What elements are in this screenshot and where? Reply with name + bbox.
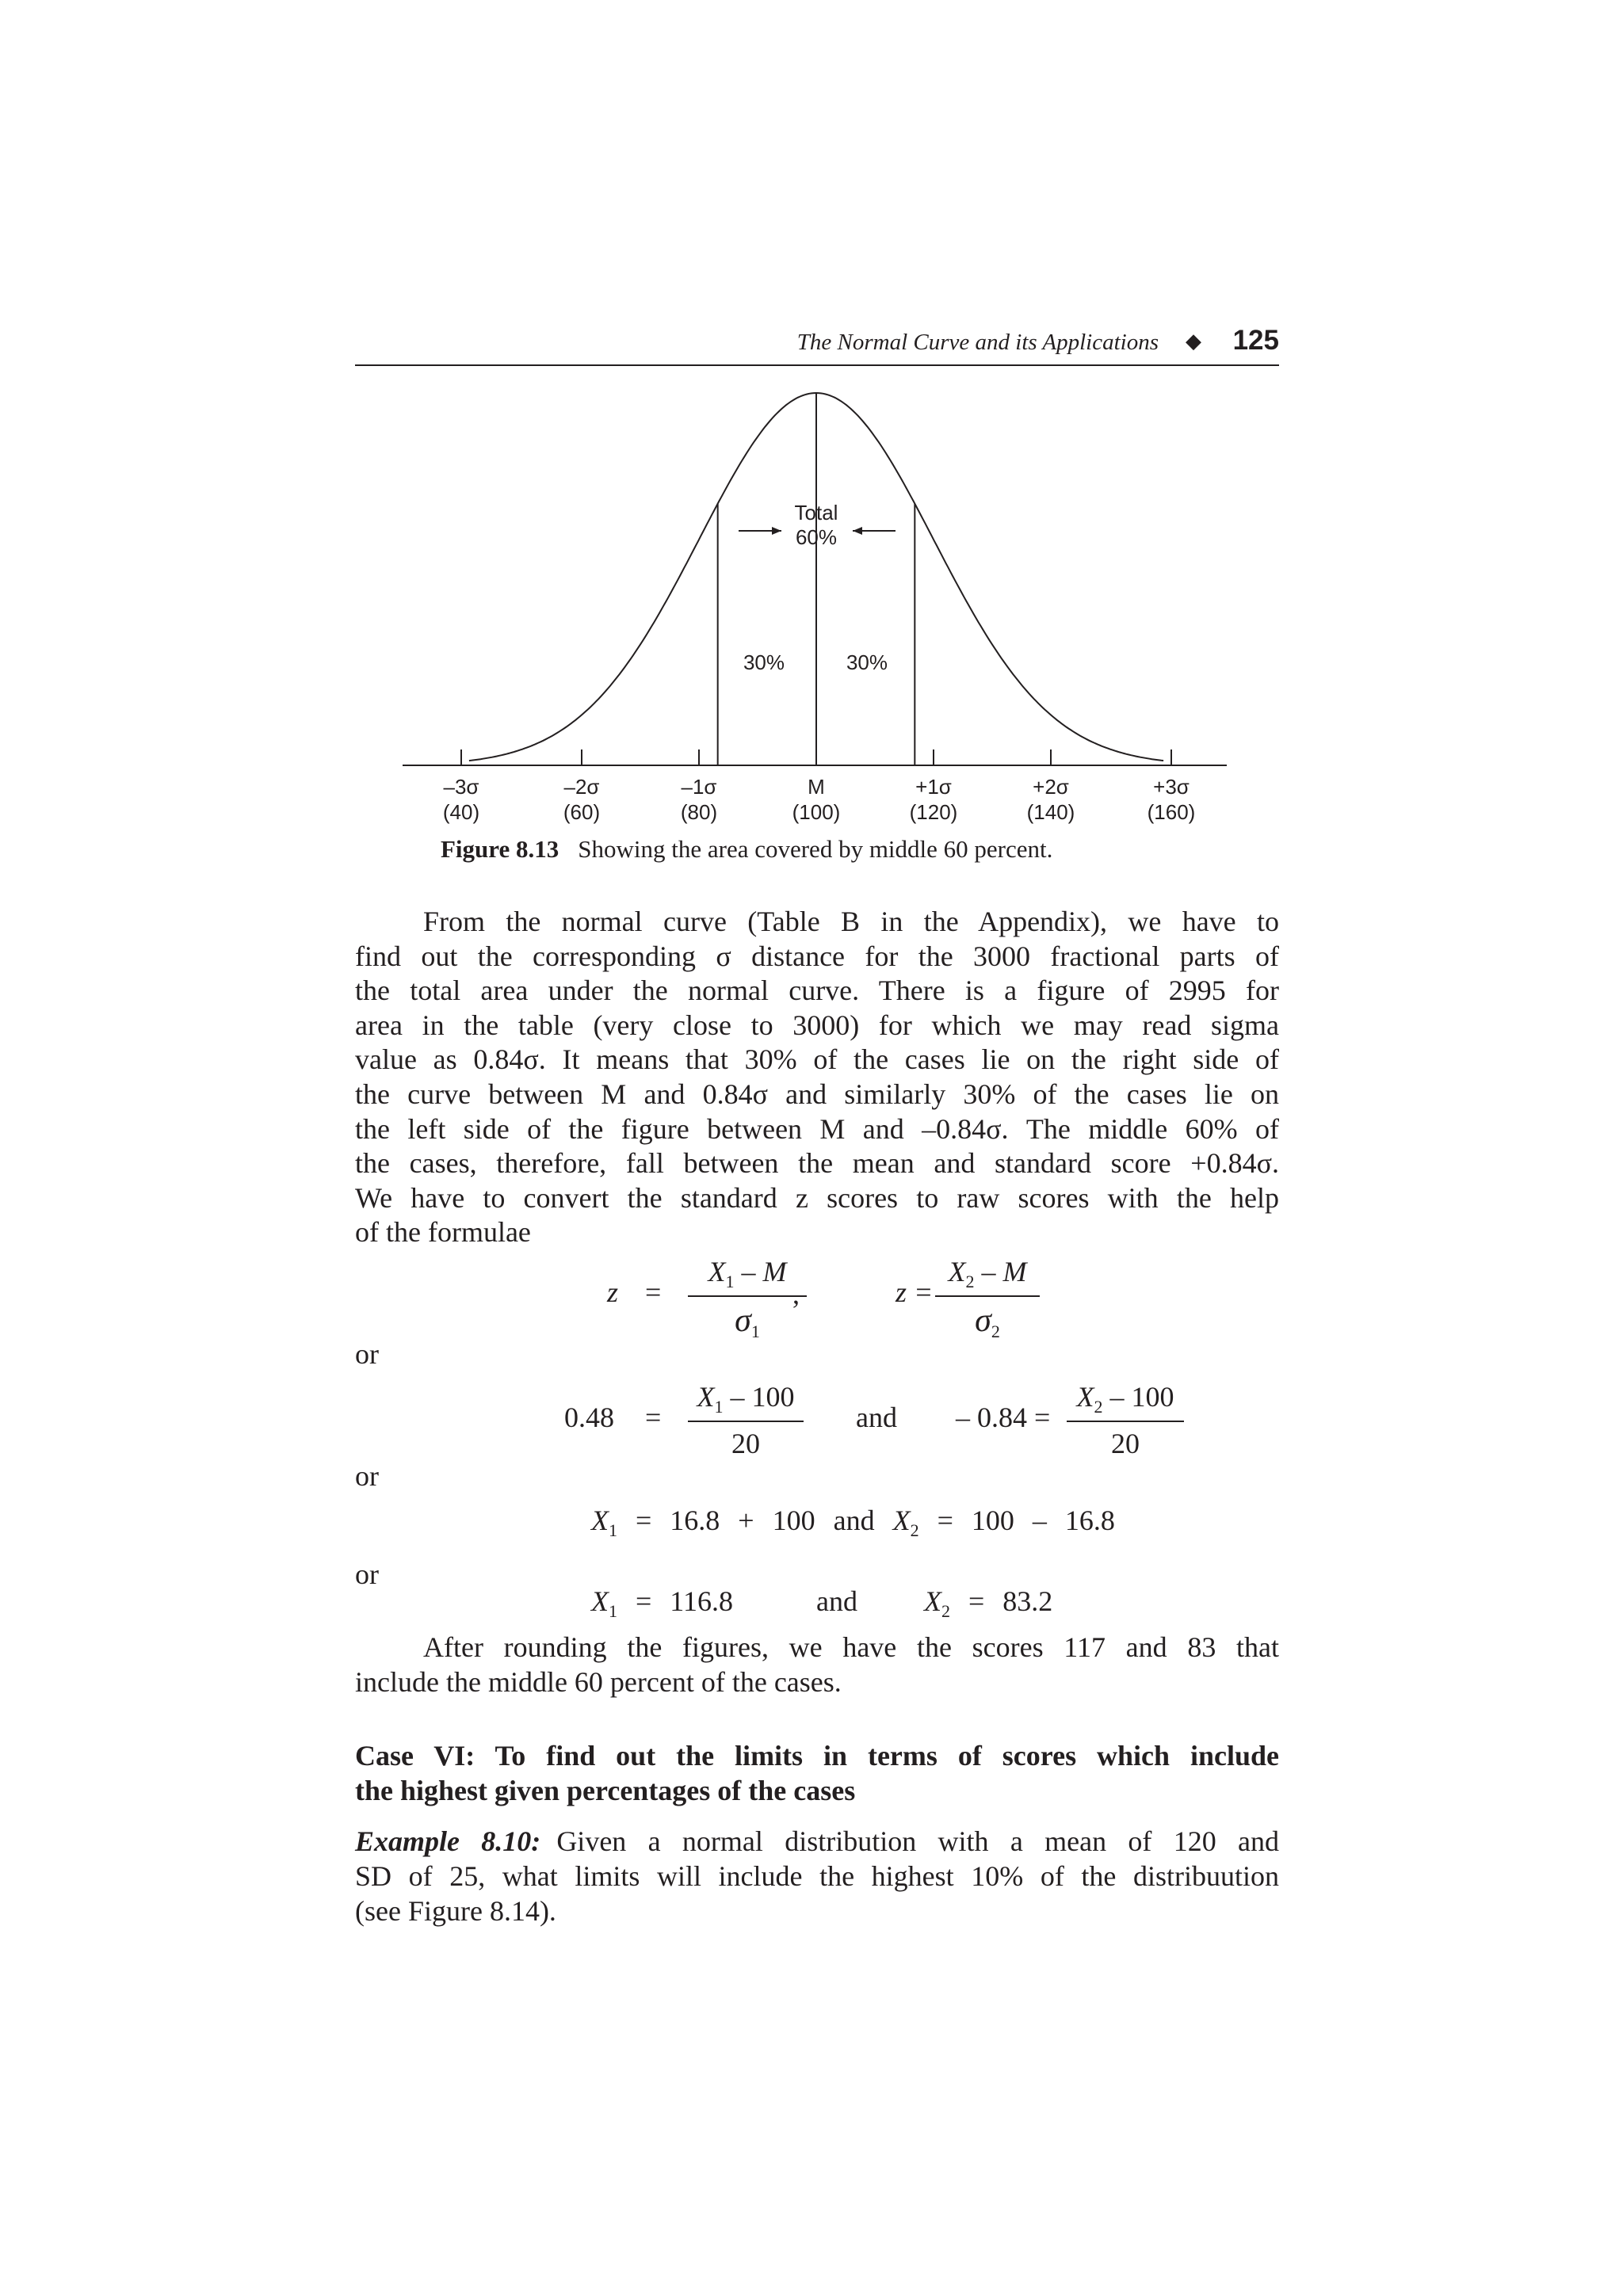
eq2-num1-x: X	[697, 1381, 715, 1413]
diamond-icon: ◆	[1186, 330, 1201, 353]
eq2-den2: 20	[1111, 1428, 1140, 1459]
paragraph-1-line: value as 0.84σ. It means that 30% of the cases lie on the right side of	[355, 1043, 1279, 1076]
eq1-fraction-1	[688, 1255, 807, 1342]
eq4-x2-sub: 2	[941, 1601, 950, 1621]
tick-label-score: (80)	[680, 800, 718, 824]
example-line-2: SD of 25, what limits will include the highest 10% of the distribuution	[355, 1860, 1279, 1892]
eq2-fraction-2	[1067, 1380, 1184, 1460]
eq2-num1-rest: – 100	[723, 1381, 795, 1413]
eq2-lhs: 0.48	[564, 1402, 614, 1433]
normal-curve-figure	[396, 388, 1252, 832]
eq3-x2-sub: 2	[910, 1520, 919, 1540]
tick-label-sigma: M	[808, 775, 825, 799]
figure-caption-label: Figure 8.13	[441, 835, 559, 863]
tick-label-score: (100)	[792, 800, 841, 824]
example-line-1: Given a normal distribution with a mean of 120 and	[556, 1825, 1280, 1857]
eq4-x1: X	[591, 1585, 609, 1617]
paragraph-1-line: the curve between M and 0.84σ and similarly 30% of the cases lie on	[355, 1077, 1279, 1110]
eq1-fraction-2	[935, 1255, 1040, 1342]
eq4-and: and	[816, 1585, 857, 1617]
eq4-rest1: = 116.8	[617, 1585, 733, 1617]
eq2-equals: =	[645, 1402, 662, 1433]
eq3-rest1: = 16.8 + 100 and	[617, 1505, 893, 1536]
running-head	[355, 325, 1279, 366]
eq1-num2-sub: 2	[965, 1272, 975, 1291]
left-area-label: 30%	[743, 650, 785, 674]
eq3-x1-sub: 1	[609, 1520, 617, 1540]
eq1-num1-sub: 1	[725, 1272, 735, 1291]
example-8-10	[355, 1824, 1279, 1928]
tick-label-sigma: –3σ	[443, 775, 479, 799]
body-paragraph-2	[355, 1630, 1279, 1699]
tick-label-sigma: –2σ	[563, 775, 600, 799]
eq1-num2-rest: – M	[974, 1256, 1027, 1287]
tick-label-score: (120)	[909, 800, 958, 824]
eq2-num2-x: X	[1076, 1381, 1094, 1413]
paragraph-1-line: We have to convert the standard z scores to raw scores with the help	[355, 1181, 1279, 1214]
figure-caption	[441, 835, 1052, 864]
figure-caption-text: Showing the area covered by middle 60 percent.	[578, 835, 1053, 863]
paragraph-1-line: From the normal curve (Table B in the Appendix), we have to	[423, 906, 1279, 937]
eq1-lhs: z	[607, 1276, 619, 1308]
tick-label-sigma: –1σ	[681, 775, 717, 799]
tick-label-score: (140)	[1026, 800, 1075, 824]
paragraph-1-line: find out the corresponding σ distance for the 3000 fractional parts of	[355, 940, 1279, 972]
eq3-x2: X	[892, 1505, 911, 1536]
eq4-rest2: = 83.2	[950, 1585, 1053, 1617]
or-text-1: or	[355, 1338, 379, 1370]
example-line-3: (see Figure 8.14).	[355, 1895, 556, 1927]
or-text-2: or	[355, 1460, 379, 1492]
example-label: Example 8.10:	[355, 1825, 541, 1857]
paragraph-1-line: the cases, therefore, fall between the mean and standard score +0.84σ.	[355, 1147, 1279, 1180]
tick-label-score: (160)	[1147, 800, 1196, 824]
left-arrow-head-icon	[772, 527, 781, 535]
total-label: Total	[794, 501, 838, 524]
paragraph-1-line: of the formulae	[355, 1216, 531, 1249]
page-number: 125	[1232, 325, 1279, 356]
or-text-3: or	[355, 1558, 379, 1590]
paragraph-1-line: the total area under the normal curve. There is a figure of 2995 for	[355, 974, 1279, 1007]
case-heading-line: the highest given percentages of the cases	[355, 1775, 856, 1806]
eq1-equals: =	[645, 1276, 662, 1308]
paragraph-2-line: After rounding the figures, we have the scores 117 and 83 that	[423, 1631, 1279, 1663]
eq3-x1: X	[591, 1505, 609, 1536]
tick-label-score: (60)	[563, 800, 601, 824]
eq2-den1: 20	[731, 1428, 760, 1459]
case-heading-line: Case VI: To find out the limits in terms of scores which include	[355, 1740, 1279, 1772]
equation-x-values	[591, 1504, 1115, 1541]
eq2-num2-sub: 2	[1094, 1397, 1103, 1417]
eq1-num1-rest: – M	[734, 1256, 787, 1287]
paragraph-1-line: the left side of the figure between M and –0.84σ. The middle 60% of	[355, 1112, 1279, 1145]
eq2-lhs2: – 0.84 =	[956, 1402, 1051, 1433]
eq1-num1-x: X	[708, 1256, 726, 1287]
eq2-num2-rest: – 100	[1102, 1381, 1174, 1413]
eq2-fraction-1	[688, 1380, 804, 1460]
tick-label-sigma: +1σ	[915, 775, 952, 799]
eq1-den1-sub: 1	[750, 1322, 760, 1341]
eq1-den1-sigma: σ	[735, 1302, 751, 1339]
eq3-rest2: = 100 – 16.8	[918, 1505, 1115, 1536]
paragraph-1-line: area in the table (very close to 3000) for which we may read sigma	[355, 1009, 1279, 1041]
eq2-num1-sub: 1	[714, 1397, 724, 1417]
paragraph-2-line: include the middle 60 percent of the cases.	[355, 1665, 842, 1698]
right-arrow-head-icon	[853, 527, 862, 535]
eq1-num2-x: X	[948, 1256, 966, 1287]
tick-label-sigma: +3σ	[1153, 775, 1190, 799]
eq1-comma: ,	[792, 1278, 800, 1310]
running-head-title: The Normal Curve and its Applications	[796, 330, 1159, 355]
eq4-x1-sub: 1	[609, 1601, 617, 1621]
eq1-lhs2: z =	[896, 1276, 934, 1308]
right-area-label: 30%	[846, 650, 888, 674]
body-paragraph-1	[355, 905, 1279, 1250]
case-heading	[355, 1738, 1279, 1808]
eq1-den2-sub: 2	[991, 1322, 1000, 1341]
eq2-and: and	[856, 1402, 897, 1433]
eq4-x2: X	[924, 1585, 941, 1617]
eq1-den2-sigma: σ	[975, 1302, 991, 1339]
tick-label-score: (40)	[442, 800, 480, 824]
tick-label-sigma: +2σ	[1033, 775, 1069, 799]
total-value-label: 60%	[795, 525, 838, 549]
